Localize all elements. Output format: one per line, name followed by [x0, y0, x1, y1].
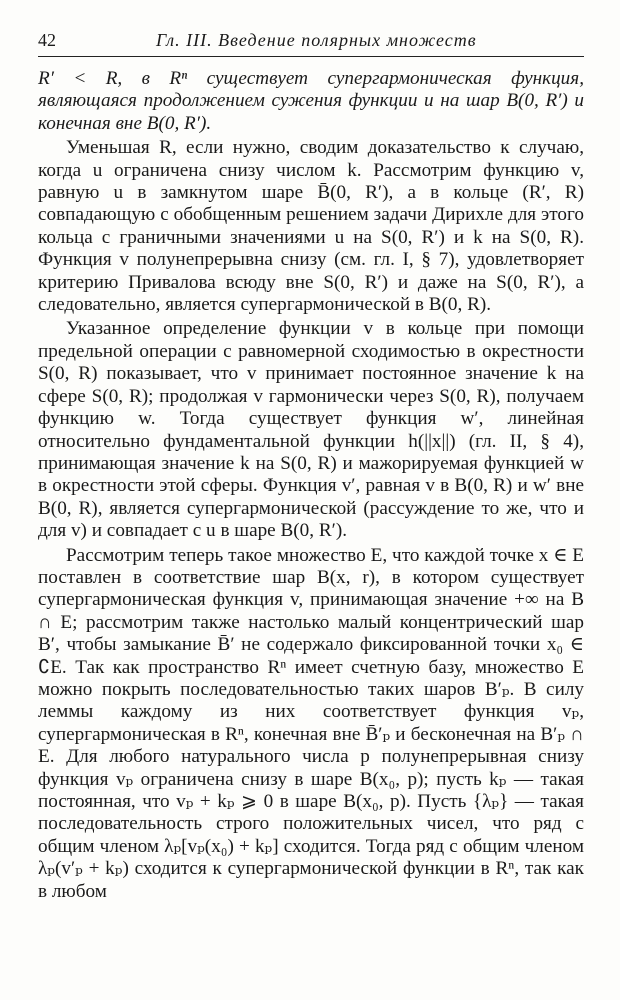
page-header	[38, 30, 584, 58]
page-number: 42	[38, 30, 56, 50]
running-title: Гл. III. Введение полярных множеств	[156, 30, 477, 50]
paragraph-covering: Рассмотрим теперь такое множество E, что каждой точке x ∈ E поставлен в соответствие шар B(x, r), в котором существует супергармоническая функция v, принимающая значение +∞ на B ∩ E; рассмотрим также настолько малый концентрический шар B′, чтобы замыкание B̄′ не содержало фиксированной точки x₀ ∈ ∁E. Так как пространство Rⁿ имеет счетную базу, множество E можно покрыть последовательностью таких шаров B′ₚ. В силу леммы каждому из них соответствует функция vₚ, супергармоническая в Rⁿ, конечная вне B̄′ₚ и бесконечная на B′ₚ ∩ E. Для любого натурального числа p полунепрерывная снизу функция vₚ ограничена снизу в шаре B(x₀, p); пусть kₚ — такая постоянная, что vₚ + kₚ ⩾ 0 в шаре B(x₀, p). Пусть {λₚ} — такая последовательность строго положительных чисел, что ряд с общим членом λₚ[vₚ(x₀) + kₚ] сходится. Тогда ряд с общим членом λₚ(v′ₚ + kₚ) сходится к супергармонической функции в Rⁿ, так как в любом	[38, 544, 584, 902]
main-text	[38, 68, 584, 905]
header-rule	[38, 56, 584, 57]
paragraph-extension: Указанное определение функции v в кольце при помощи предельной операции с равномерной сходимостью в окрестности S(0, R) показывает, что v принимает постоянное значение k на сфере S(0, R); продолжая v гармонически через S(0, R), получаем функцию w. Тогда существует функция w′, линейная относительно фундаментальной функции h(||x||) (гл. II, § 4), принимающая значение k на S(0, R) и мажорируемая функцией w в окрестности этой сферы. Функция v′, равная v в B(0, R) и w′ вне B(0, R), является супергармонической (рассуждение то же, что и для v) и совпадает с u в шаре B(0, R′).	[38, 318, 584, 542]
paragraph-reduction: Уменьшая R, если нужно, сводим доказательство к случаю, когда u ограничена снизу числом k. Рассмотрим функцию v, равную u в замкнутом шаре B̄(0, R′), а в кольце (R′, R) совпадающую с обобщенным решением задачи Дирихле для этого кольца с граничными значениями u на S(0, R′) и k на S(0, R). Функция v полунепрерывна снизу (см. гл. I, § 7), удовлетворяет критерию Привалова всюду вне S(0, R′) и даже на S(0, R′), а следовательно, является супергармонической в B(0, R).	[38, 137, 584, 316]
paragraph-lemma-end: R′ < R, в Rⁿ существует супергармоническая функция, являющаяся продолжением сужения функции и на шар B(0, R′) и конечная вне B(0, R′).	[38, 68, 584, 134]
